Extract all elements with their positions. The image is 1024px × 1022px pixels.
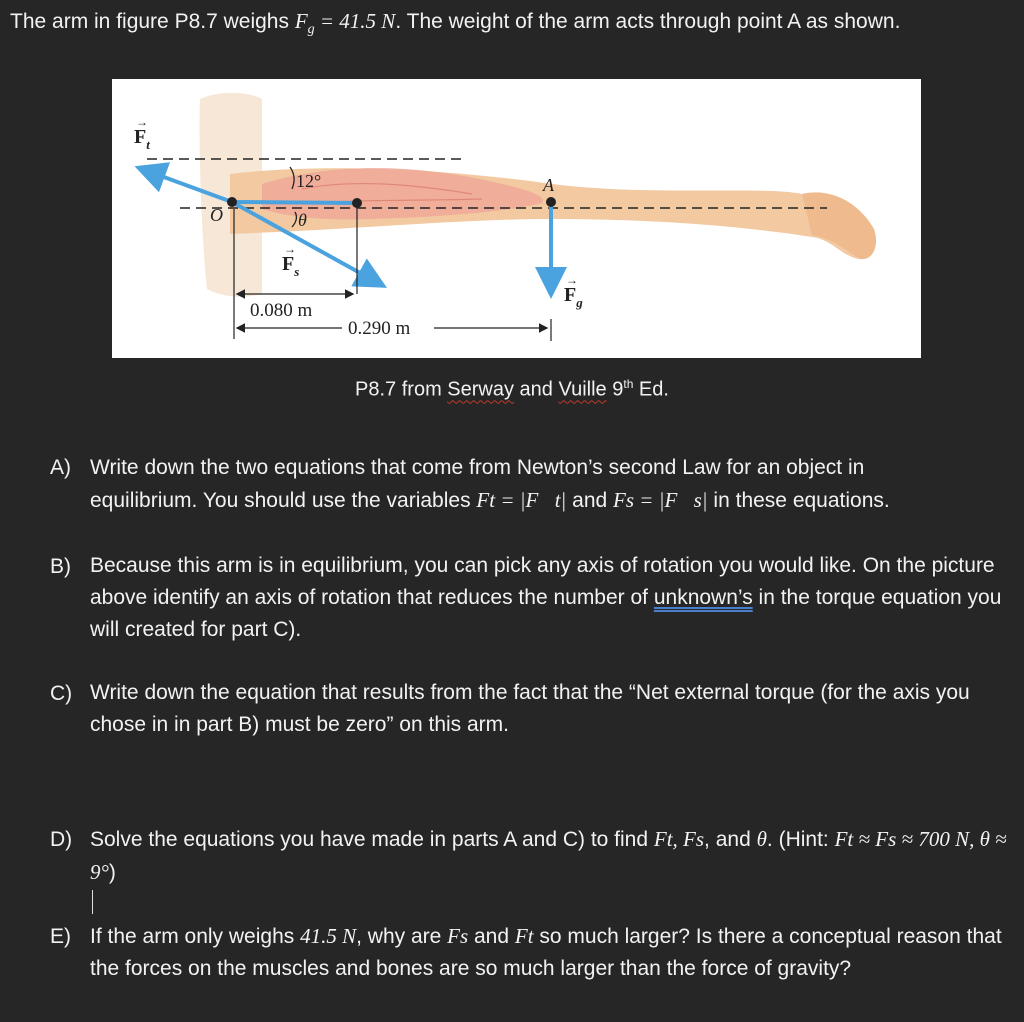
underlined-word: unknown’s [653, 586, 753, 609]
var-ft: Ft = |F⃗t| [476, 488, 567, 512]
problem-statement [10, 4, 1010, 47]
label-ft: $F_t$ [134, 126, 150, 152]
hint-values: Ft ≈ Fs ≈ 700 N, θ ≈ 9° [90, 827, 1007, 884]
question-letter: C) [50, 682, 73, 705]
label-fg: $F_g$ [564, 284, 583, 310]
svg-text:→: → [284, 242, 296, 256]
question-d: D) Solve the equations you have made in parts A and C) to find Ft, Fs, and θ. (Hint: Ft ≈ Fs ≈ 700 N, θ ≈ 9°) [50, 823, 1010, 889]
svg-text:→: → [136, 115, 148, 129]
intro-text: The arm in figure P8.7 weighs [10, 10, 295, 33]
point-insertion [352, 198, 362, 208]
svg-text:→: → [566, 273, 578, 287]
label-fs: $F_s$ [282, 253, 300, 279]
label-theta: θ [298, 210, 307, 230]
question-c [50, 677, 1010, 741]
text-cursor [92, 890, 93, 914]
var-fs: Fs = |F⃗s| [613, 488, 708, 512]
question-c-text: Write down the equation that results from the fact that the “Net external torque (for the axis you chose in in part B) must be zero” on this arm. [90, 681, 970, 736]
point-a [546, 197, 556, 207]
question-letter: E) [50, 925, 71, 948]
weight-equation: $F_g = 41.5$ N [294, 9, 396, 38]
figure-caption: P8.7 from Serway and Vuille 9th Ed. [355, 377, 669, 401]
question-e: E) If the arm only weighs 41.5 N, why are Fs and Ft so much larger? Is there a conceptual reason that the forces on the muscles and bones are so much larger than the force of gravity? [50, 920, 1010, 985]
label-o: O [210, 205, 223, 225]
question-letter: A) [50, 456, 71, 479]
question-a-line1: Write down the two equations that come from Newton’s second Law for an object in [90, 456, 865, 479]
label-a: A [543, 175, 554, 195]
question-b: B) Because this arm is in equilibrium, you can pick any axis of rotation you would like. On the picture above identify an axis of rotation that reduces the number of unknown’s in the torque equation you will created for part C). [50, 550, 1010, 646]
question-letter: D) [50, 828, 73, 851]
question-a: A) Write down the two equations that come from Newton’s second Law for an object in equilibrium. You should use the variables Ft = |F⃗t| and Fs = |F⃗s| in these equations. [50, 451, 1010, 517]
intro-text-after: . The weight of the arm acts through point A as shown. [395, 10, 901, 33]
point-o [227, 197, 237, 207]
arm-diagram [112, 79, 921, 358]
dim-label-short: 0.080 m [250, 300, 313, 321]
question-letter: B) [50, 555, 71, 578]
label-angle-12: 12° [296, 171, 322, 191]
arm-figure [112, 79, 921, 358]
dim-label-long: 0.290 m [348, 318, 411, 339]
